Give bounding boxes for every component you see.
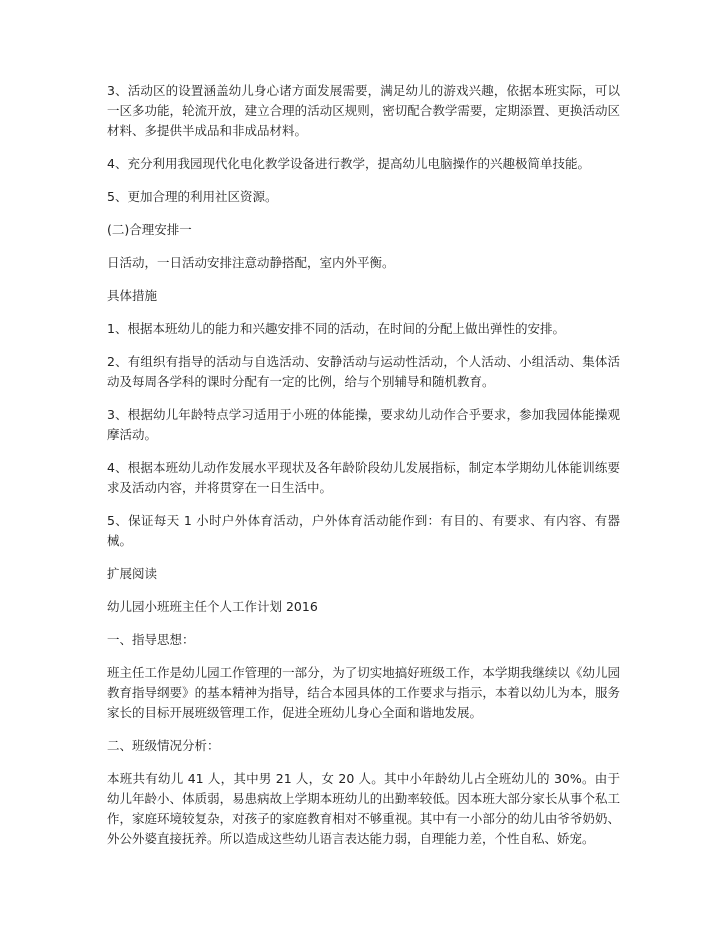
paragraph-activity-area-setup: 3、活动区的设置涵盖幼儿身心诸方面发展需要，满足幼儿的游戏兴趣，依据本班实际，可以一区多功能，轮流开放，建立合理的活动区规则，密切配合教学需要，定期添置、更换活动区材料、多提供半成品和非成品材料。: [107, 83, 620, 138]
heading-work-plan-title: 幼儿园小班班主任个人工作计划 2016: [107, 599, 318, 614]
paragraph-class-analysis: 本班共有幼儿 41 人，其中男 21 人，女 20 人。其中小年龄幼儿占全班幼儿的 30%。由于幼儿年龄小、体质弱，易患病故上学期本班幼儿的出勤率较低。因本班大部分家长从事个私工作，家庭环境较复杂，对孩子的家庭教育相对不够重视。其中有一小部分的幼儿由爷爷奶奶、外公外婆直接抚养。所以造成这些幼儿语言表达能力弱，自理能力差，个性自私、娇宠。: [107, 771, 620, 846]
document-body: [107, 81, 620, 862]
heading-guiding-ideology: 一、指导思想：: [107, 632, 195, 647]
measure-item-4: 4、根据本班幼儿动作发展水平现状及各年龄阶段幼儿发展指标，制定本学期幼儿体能训练要求及活动内容，并将贯穿在一日生活中。: [107, 460, 620, 495]
section-heading-arrange-day: (二)合理安排一: [107, 222, 192, 237]
measure-item-3: 3、根据幼儿年龄特点学习适用于小班的体能操，要求幼儿动作合乎要求，参加我园体能操观摩活动。: [107, 407, 620, 442]
measure-item-5: 5、保证每天 1 小时户外体育活动，户外体育活动能作到：有目的、有要求、有内容、有器械。: [107, 513, 620, 548]
paragraph-daily-activities: 日活动，一日活动安排注意动静搭配，室内外平衡。: [107, 255, 395, 270]
paragraph-community-resources: 5、更加合理的利用社区资源。: [107, 189, 278, 204]
heading-specific-measures: 具体措施: [107, 288, 158, 303]
heading-class-analysis: 二、班级情况分析：: [107, 738, 220, 753]
measure-item-2: 2、有组织有指导的活动与自选活动、安静活动与运动性活动，个人活动、小组活动、集体活动及每周各学科的课时分配有一定的比例，给与个别辅导和随机教育。: [107, 354, 620, 389]
measure-item-1: 1、根据本班幼儿的能力和兴趣安排不同的活动，在时间的分配上做出弹性的安排。: [107, 321, 565, 336]
paragraph-guiding-ideology: 班主任工作是幼儿园工作管理的一部分，为了切实地搞好班级工作，本学期我继续以《幼儿园教育指导纲要》的基本精神为指导，结合本园具体的工作要求与指示，本着以幼儿为本，服务家长的目标开展班级管理工作，促进全班幼儿身心全面和谐地发展。: [107, 665, 620, 720]
paragraph-multimedia-teaching: 4、充分利用我园现代化电化教学设备进行教学，提高幼儿电脑操作的兴趣极简单技能。: [107, 156, 590, 171]
heading-extended-reading: 扩展阅读: [107, 566, 158, 581]
